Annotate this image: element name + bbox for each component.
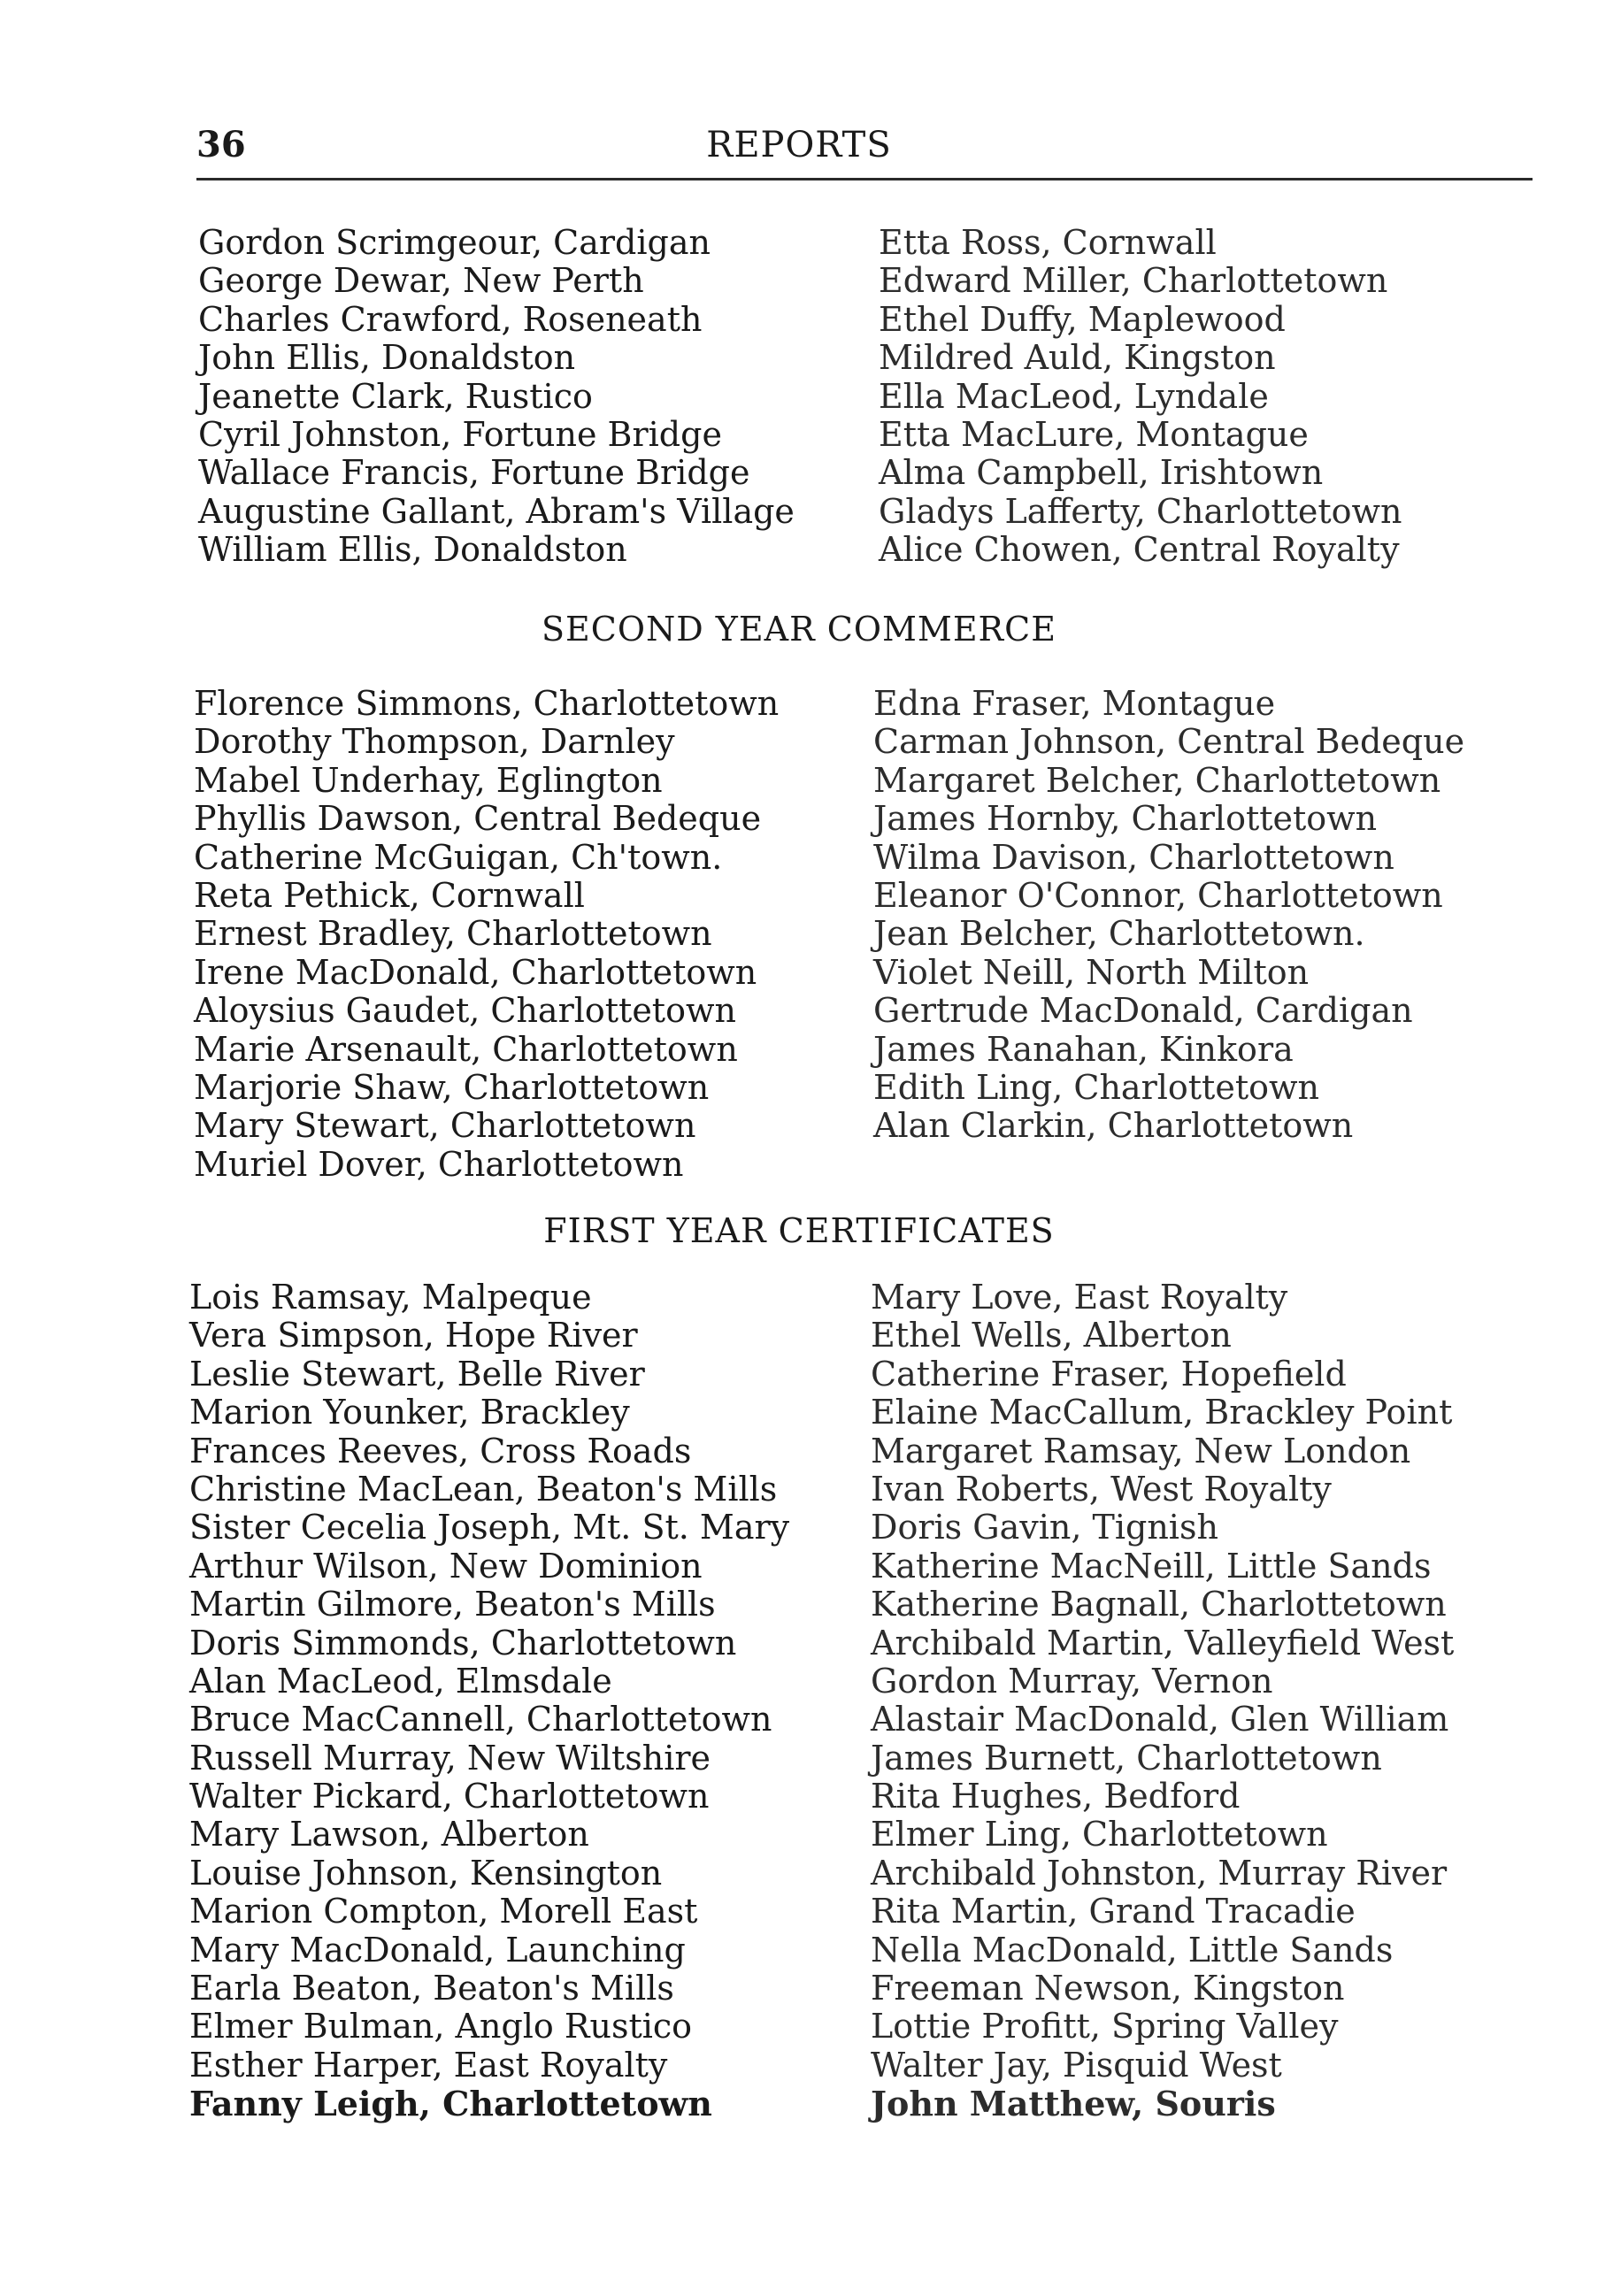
list-item: John Ellis, Donaldston (198, 338, 576, 378)
list-item: James Hornby, Charlottetown (873, 799, 1378, 839)
list-item: Alan MacLeod, Elmsdale (189, 1661, 612, 1701)
list-item: William Ellis, Donaldston (198, 530, 627, 570)
list-item: Katherine MacNeill, Little Sands (871, 1546, 1432, 1586)
list-item: Mildred Auld, Kingston (879, 338, 1276, 378)
list-item: Etta MacLure, Montague (879, 414, 1309, 454)
list-item: Augustine Gallant, Abram's Village (198, 491, 795, 531)
list-item: James Burnett, Charlottetown (871, 1738, 1382, 1778)
list-item: Ethel Duffy, Maplewood (879, 299, 1286, 339)
list-item: Sister Cecelia Joseph, Mt. St. Mary (189, 1508, 790, 1547)
section-3-right-column (871, 1279, 1454, 2123)
section-2-right-column (873, 685, 1464, 1146)
list-item: Mary Love, East Royalty (871, 1278, 1288, 1317)
list-item: Wallace Francis, Fortune Bridge (198, 453, 750, 493)
list-item: Gordon Murray, Vernon (871, 1661, 1273, 1701)
header-rule (196, 178, 1533, 180)
section-1-right-column (879, 224, 1402, 570)
list-item: Gertrude MacDonald, Cardigan (873, 991, 1413, 1031)
list-item: Rita Hughes, Bedford (871, 1777, 1241, 1816)
list-item: Edith Ling, Charlottetown (873, 1067, 1319, 1107)
running-head: REPORTS (706, 125, 892, 165)
list-item: Margaret Belcher, Charlottetown (873, 760, 1441, 800)
section-2-left-column (194, 685, 779, 1184)
list-item: Elaine MacCallum, Brackley Point (871, 1393, 1453, 1432)
list-item: Alma Campbell, Irishtown (879, 453, 1324, 493)
list-item: Etta Ross, Cornwall (879, 223, 1217, 262)
list-item: Fanny Leigh, Charlottetown (189, 2084, 712, 2124)
list-item: Cyril Johnston, Fortune Bridge (198, 414, 722, 454)
list-item: Elmer Ling, Charlottetown (871, 1815, 1328, 1854)
list-item: Alan Clarkin, Charlottetown (873, 1106, 1354, 1146)
list-item: Lottie Profitt, Spring Valley (871, 2007, 1339, 2046)
list-item: John Matthew, Souris (871, 2084, 1276, 2124)
list-item: Florence Simmons, Charlottetown (194, 684, 780, 723)
list-item: Aloysius Gaudet, Charlottetown (194, 991, 736, 1031)
list-item: Edward Miller, Charlottetown (879, 261, 1388, 301)
list-item: Archibald Johnston, Murray River (871, 1853, 1448, 1893)
list-item: Jean Belcher, Charlottetown. (873, 914, 1365, 954)
list-item: Mabel Underhay, Eglington (194, 760, 663, 800)
list-item: Mary Lawson, Alberton (189, 1815, 589, 1854)
list-item: Walter Pickard, Charlottetown (189, 1777, 710, 1816)
list-item: Muriel Dover, Charlottetown (194, 1144, 684, 1184)
list-item: Irene MacDonald, Charlottetown (194, 952, 757, 992)
list-item: Charles Crawford, Roseneath (198, 299, 703, 339)
list-item: Ella MacLeod, Lyndale (879, 376, 1269, 416)
list-item: Alastair MacDonald, Glen William (871, 1700, 1449, 1739)
list-item: Reta Pethick, Cornwall (194, 875, 585, 915)
list-item: George Dewar, New Perth (198, 261, 644, 301)
list-item: Gordon Scrimgeour, Cardigan (198, 223, 711, 262)
list-item: Frances Reeves, Cross Roads (189, 1431, 692, 1471)
list-item: Elmer Bulman, Anglo Rustico (189, 2007, 693, 2046)
list-item: Earla Beaton, Beaton's Mills (189, 1969, 674, 2008)
list-item: Phyllis Dawson, Central Bedeque (194, 799, 762, 839)
list-item: Lois Ramsay, Malpeque (189, 1278, 592, 1317)
list-item: Leslie Stewart, Belle River (189, 1354, 645, 1394)
list-item: Rita Martin, Grand Tracadie (871, 1892, 1356, 1931)
list-item: James Ranahan, Kinkora (873, 1029, 1294, 1069)
list-item: Edna Fraser, Montague (873, 684, 1276, 723)
list-item: Nella MacDonald, Little Sands (871, 1930, 1394, 1970)
list-item: Vera Simpson, Hope River (189, 1316, 638, 1355)
section-3-left-column (189, 1279, 789, 2123)
list-item: Ethel Wells, Alberton (871, 1316, 1232, 1355)
list-item: Doris Simmonds, Charlottetown (189, 1623, 737, 1662)
list-item: Bruce MacCannell, Charlottetown (189, 1700, 772, 1739)
list-item: Marjorie Shaw, Charlottetown (194, 1067, 710, 1107)
list-item: Marion Compton, Morell East (189, 1892, 698, 1931)
list-item: Louise Johnson, Kensington (189, 1853, 663, 1893)
list-item: Mary Stewart, Charlottetown (194, 1106, 696, 1146)
list-item: Doris Gavin, Tignish (871, 1508, 1218, 1547)
list-item: Catherine Fraser, Hopefield (871, 1354, 1347, 1394)
list-item: Jeanette Clark, Rustico (198, 376, 593, 416)
list-item: Mary MacDonald, Launching (189, 1930, 686, 1970)
list-item: Alice Chowen, Central Royalty (879, 530, 1400, 570)
list-item: Eleanor O'Connor, Charlottetown (873, 875, 1443, 915)
list-item: Arthur Wilson, New Dominion (189, 1546, 703, 1586)
list-item: Marie Arsenault, Charlottetown (194, 1029, 738, 1069)
list-item: Esther Harper, East Royalty (189, 2045, 668, 2085)
list-item: Russell Murray, New Wiltshire (189, 1738, 711, 1778)
page-number: 36 (196, 124, 246, 165)
list-item: Margaret Ramsay, New London (871, 1431, 1411, 1471)
list-item: Katherine Bagnall, Charlottetown (871, 1585, 1447, 1624)
list-item: Catherine McGuigan, Ch'town. (194, 837, 723, 877)
list-item: Carman Johnson, Central Bedeque (873, 722, 1465, 762)
list-item: Ivan Roberts, West Royalty (871, 1469, 1332, 1509)
list-item: Freeman Newson, Kingston (871, 1969, 1345, 2008)
list-item: Walter Jay, Pisquid West (871, 2045, 1282, 2085)
list-item: Archibald Martin, Valleyfield West (871, 1623, 1455, 1662)
list-item: Ernest Bradley, Charlottetown (194, 914, 712, 954)
list-item: Wilma Davison, Charlottetown (873, 837, 1394, 877)
list-item: Martin Gilmore, Beaton's Mills (189, 1585, 716, 1624)
list-item: Christine MacLean, Beaton's Mills (189, 1469, 778, 1509)
section-1-left-column (198, 224, 795, 570)
list-item: Marion Younker, Brackley (189, 1393, 630, 1432)
section-heading-first-year-certificates: FIRST YEAR CERTIFICATES (543, 1211, 1055, 1250)
list-item: Gladys Lafferty, Charlottetown (879, 491, 1402, 531)
list-item: Dorothy Thompson, Darnley (194, 722, 675, 762)
list-item: Violet Neill, North Milton (873, 952, 1310, 992)
section-heading-second-year-commerce: SECOND YEAR COMMERCE (542, 610, 1056, 649)
